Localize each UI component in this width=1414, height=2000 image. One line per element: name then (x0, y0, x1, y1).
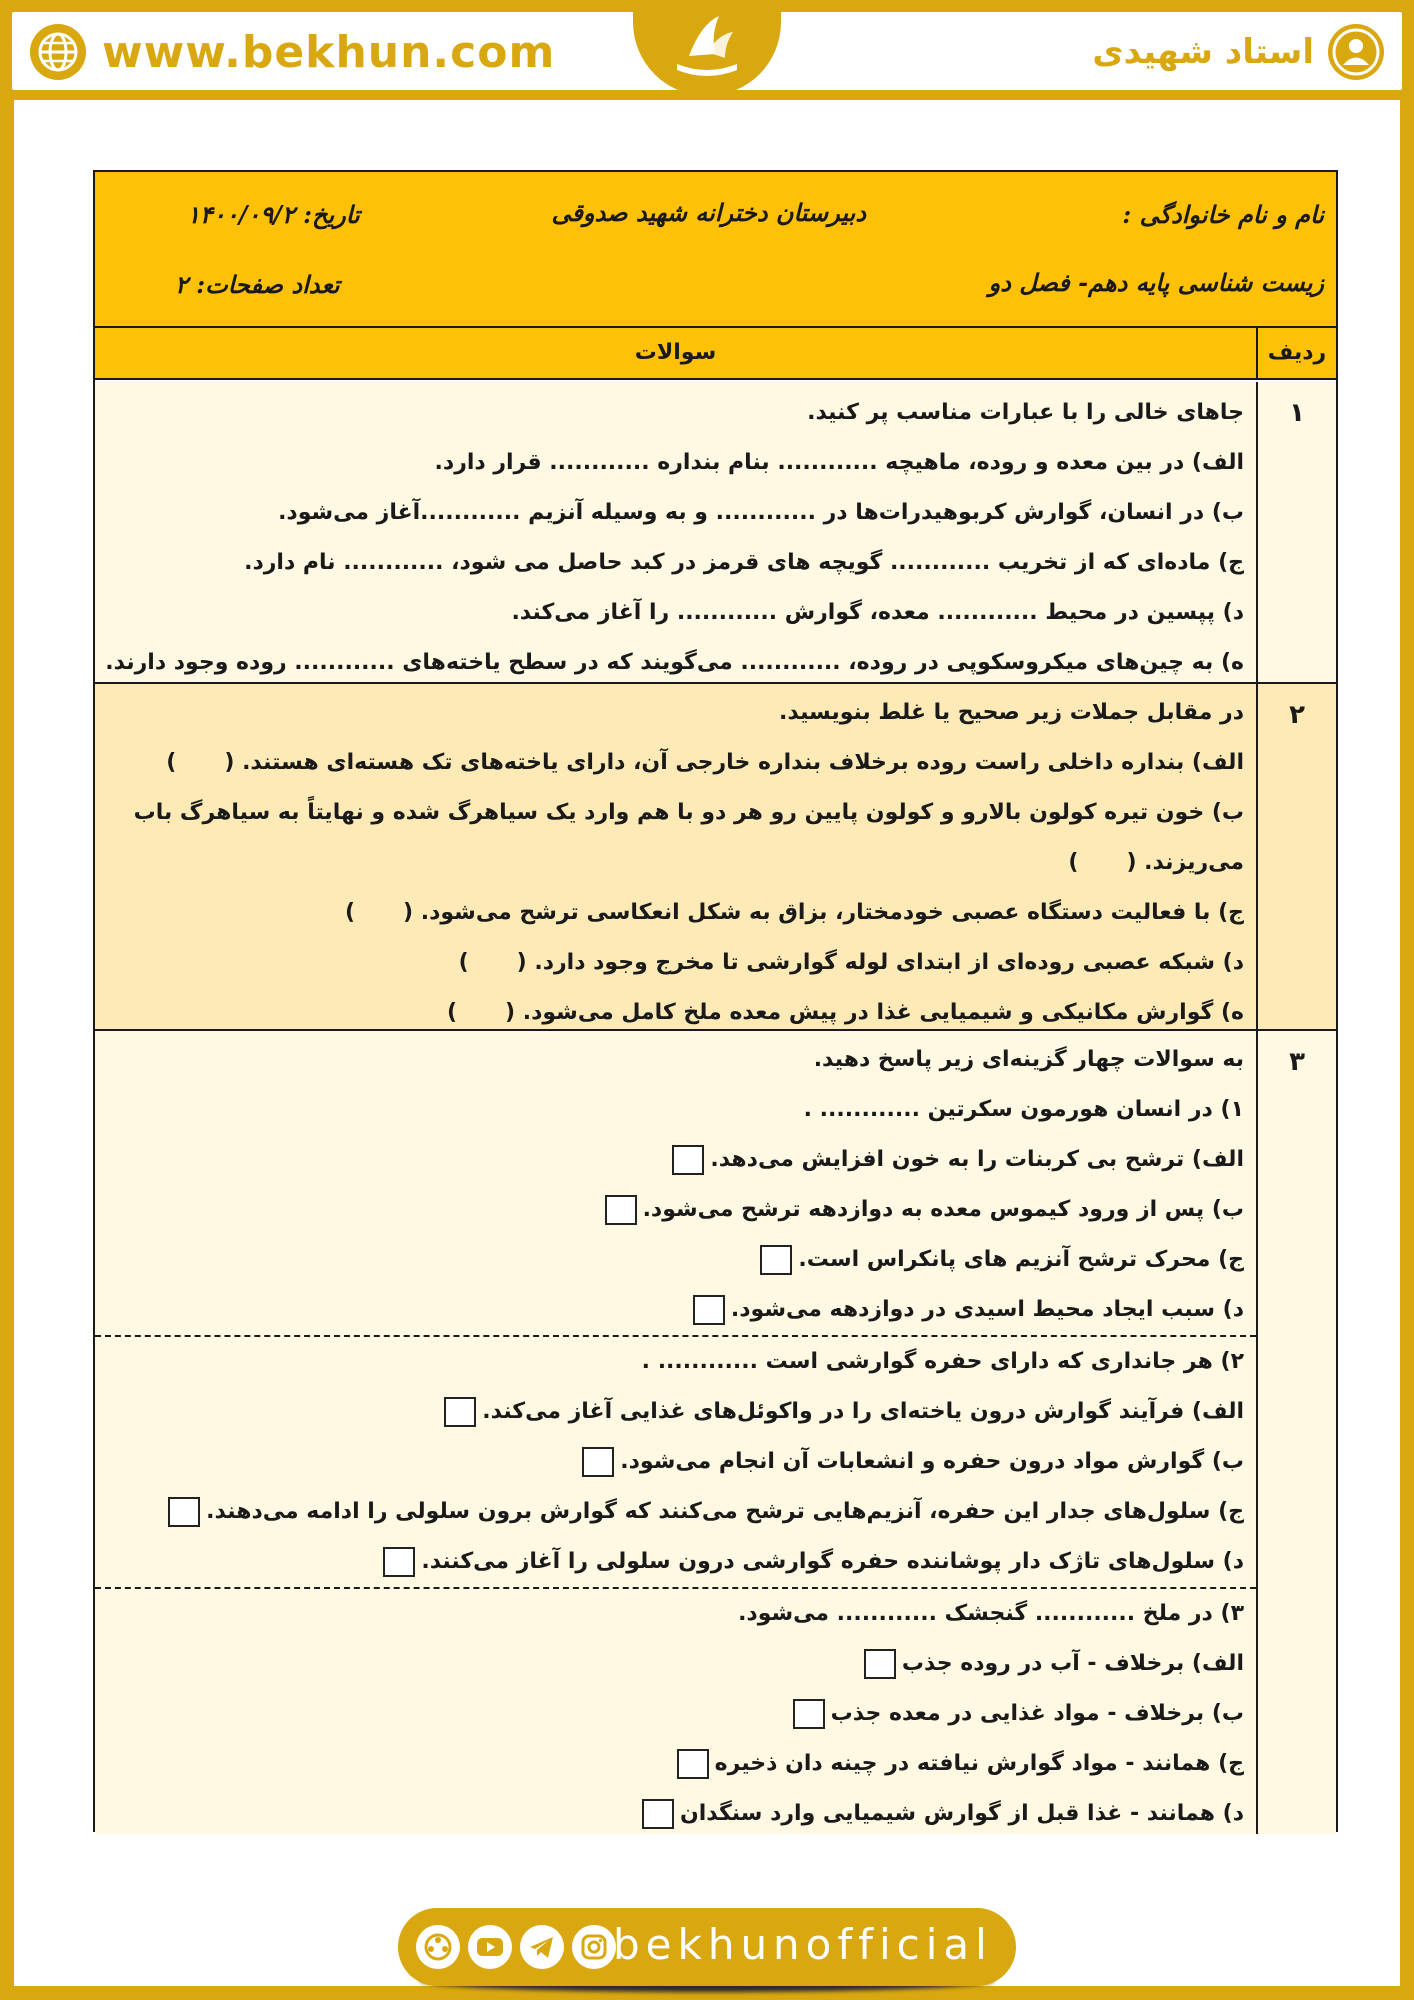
globe-icon (30, 24, 86, 80)
option-checkbox[interactable] (864, 1649, 896, 1679)
option-item (95, 1789, 1244, 1839)
option-text: ج) سلول‌های جدار این حفره، آنزیم‌هایی ترشح می‌کنند که گوارش برون سلولی را ادامه می‌دهند. (206, 1499, 1244, 1524)
option-text: ب) پس از ورود کیموس معده به دوازدهه ترشح می‌شود. (642, 1197, 1244, 1222)
website-link[interactable] (30, 22, 555, 82)
paren-close: ) (1068, 850, 1079, 875)
camera-roll-icon[interactable] (416, 1925, 460, 1969)
statement-text: د) شبکه عصبی روده‌ای از ابتدای لوله گوارشی تا مخرج وجود دارد. ( (516, 950, 1244, 975)
statement-text: ه) گوارش مکانیکی و شیمیایی غذا در پیش معده ملخ کامل می‌شود. ( (505, 1000, 1244, 1025)
teacher-name: استاد شهیدی (1092, 32, 1314, 72)
question-title: جاهای خالی را با عبارات مناسب پر کنید. (807, 400, 1244, 425)
question-3 (95, 1031, 1336, 1834)
page-count: تعداد صفحات: ۲ (175, 270, 340, 299)
telegram-icon[interactable] (520, 1925, 564, 1969)
option-text: الف) ترشح بی کربنات را به خون افزایش می‌دهد. (710, 1147, 1244, 1172)
option-text: ب) برخلاف - مواد غذایی در معده جذب (830, 1701, 1244, 1726)
exam-subject: زیست شناسی پایه دهم- فصل دو (988, 268, 1324, 297)
exam-sheet (93, 170, 1338, 1832)
fill-blank-item: الف) در بین معده و روده، ماهیچه ............ بنام بنداره ............ قرار دارد. (434, 450, 1244, 475)
option-checkbox[interactable] (760, 1245, 792, 1275)
option-text: ج) محرک ترشح آنزیم های پانکراس است. (798, 1247, 1244, 1272)
fill-blank-item: ه) به چین‌های میکروسکوپی در روده، ............ می‌گویند که در سطح یاخته‌های ............ روده وجود دارند. (105, 650, 1244, 675)
true-false-item (95, 838, 1244, 888)
social-icons (416, 1925, 616, 1969)
question-number: ۳ (1256, 1031, 1336, 1834)
option-item (95, 1487, 1244, 1537)
sub-question-stem: ۱) در انسان هورمون سکرتین ............ . (803, 1097, 1244, 1122)
option-checkbox[interactable] (383, 1547, 415, 1577)
option-text: د) سبب ایجاد محیط اسیدی در دوازدهه می‌شود. (730, 1297, 1244, 1322)
option-checkbox[interactable] (672, 1145, 704, 1175)
option-checkbox[interactable] (582, 1447, 614, 1477)
option-text: د) همانند - غذا قبل از گوارش شیمیایی وارد سنگدان (679, 1801, 1244, 1826)
question-number: ۱ (1256, 382, 1336, 682)
paren-close: ) (166, 750, 177, 775)
option-item (95, 1537, 1244, 1587)
paren-close: ) (446, 1000, 458, 1025)
column-headers (95, 328, 1336, 380)
question-1 (95, 382, 1336, 684)
option-text: الف) فرآیند گوارش درون یاخته‌ای را در واکوئل‌های غذایی آغاز می‌کند. (482, 1399, 1244, 1424)
true-false-item (95, 888, 1244, 938)
question-number: ۲ (1256, 684, 1336, 1029)
option-item (95, 1689, 1244, 1739)
option-checkbox[interactable] (793, 1699, 825, 1729)
social-handle[interactable]: bekhunofficial (613, 1920, 993, 1969)
option-item (95, 1739, 1244, 1789)
book-logo-icon (667, 4, 747, 90)
option-item (95, 1387, 1244, 1437)
row-column-header: ردیف (1256, 328, 1336, 378)
option-text: الف) برخلاف - آب در روده جذب (901, 1651, 1244, 1676)
question-2 (95, 684, 1336, 1031)
option-item (95, 1135, 1244, 1185)
fill-blank-item: ج) ماده‌ای که از تخریب ............ گویچه های قرمز در کبد حاصل می شود، ............ نام دارد. (244, 550, 1244, 575)
true-false-item (95, 938, 1244, 988)
true-false-item (95, 738, 1244, 788)
paren-close: ) (458, 950, 469, 975)
option-text: ب) گوارش مواد درون حفره و انشعابات آن انجام می‌شود. (620, 1449, 1244, 1474)
statement-text: ج) با فعالیت دستگاه عصبی خودمختار، بزاق به شکل انعکاسی ترشح می‌شود. ( (403, 900, 1244, 925)
sub-question-stem: ۳) در ملخ ............ گنجشک ............ می‌شود. (738, 1601, 1244, 1626)
fill-blank-item: د) پپسین در محیط ............ معده، گوارش ............ را آغاز می‌کند. (511, 600, 1244, 625)
exam-date: تاریخ: ۱۴۰۰/۰۹/۲ (187, 200, 360, 229)
school-name: دبیرستان دخترانه شهید صدوقی (551, 198, 866, 227)
option-checkbox[interactable] (444, 1397, 476, 1427)
option-text: د) سلول‌های تاژک دار پوشاننده حفره گوارشی درون سلولی را آغاز می‌کنند. (421, 1549, 1244, 1574)
option-item (95, 1639, 1244, 1689)
questions-column-header: سوالات (634, 340, 717, 365)
youtube-icon[interactable] (468, 1925, 512, 1969)
user-icon (1328, 24, 1384, 80)
statement-text: الف) بنداره داخلی راست روده برخلاف بنداره خارجی آن، دارای یاخته‌های تک هسته‌ای هستند. ( (224, 750, 1244, 775)
option-checkbox[interactable] (677, 1749, 709, 1779)
question-title: در مقابل جملات زیر صحیح یا غلط بنویسید. (779, 700, 1244, 725)
question-title: به سوالات چهار گزینه‌ای زیر پاسخ دهید. (813, 1047, 1244, 1072)
option-item (95, 1285, 1244, 1335)
option-checkbox[interactable] (642, 1799, 674, 1829)
option-checkbox[interactable] (693, 1295, 725, 1325)
option-item (95, 1185, 1244, 1235)
social-footer (398, 1908, 1016, 1986)
website-text: www.bekhun.com (102, 26, 556, 78)
instagram-icon[interactable] (572, 1925, 616, 1969)
sub-question-stem: ۲) هر جانداری که دارای حفره گوارشی است ............ . (641, 1349, 1244, 1374)
exam-header (95, 172, 1336, 328)
fill-blank-item: ب) در انسان، گوارش کربوهیدرات‌ها در ............ و به وسیله آنزیم ............آغاز می‌شود. (278, 500, 1244, 525)
paren-close: ) (344, 900, 356, 925)
option-checkbox[interactable] (605, 1195, 637, 1225)
statement-text: می‌ریزند. ( (1126, 850, 1244, 875)
option-checkbox[interactable] (168, 1497, 200, 1527)
option-item (95, 1437, 1244, 1487)
option-text: ج) همانند - مواد گوارش نیافته در چینه دان ذخیره (714, 1751, 1244, 1776)
student-name-label: نام و نام خانوادگی : (1122, 200, 1324, 229)
true-false-item: ب) خون تیره کولون بالارو و کولون پایین رو هر دو با هم وارد یک سیاهرگ شده و نهایتاً به سیاهرگ باب (133, 800, 1244, 825)
teacher-badge (1092, 22, 1384, 82)
option-item (95, 1235, 1244, 1285)
